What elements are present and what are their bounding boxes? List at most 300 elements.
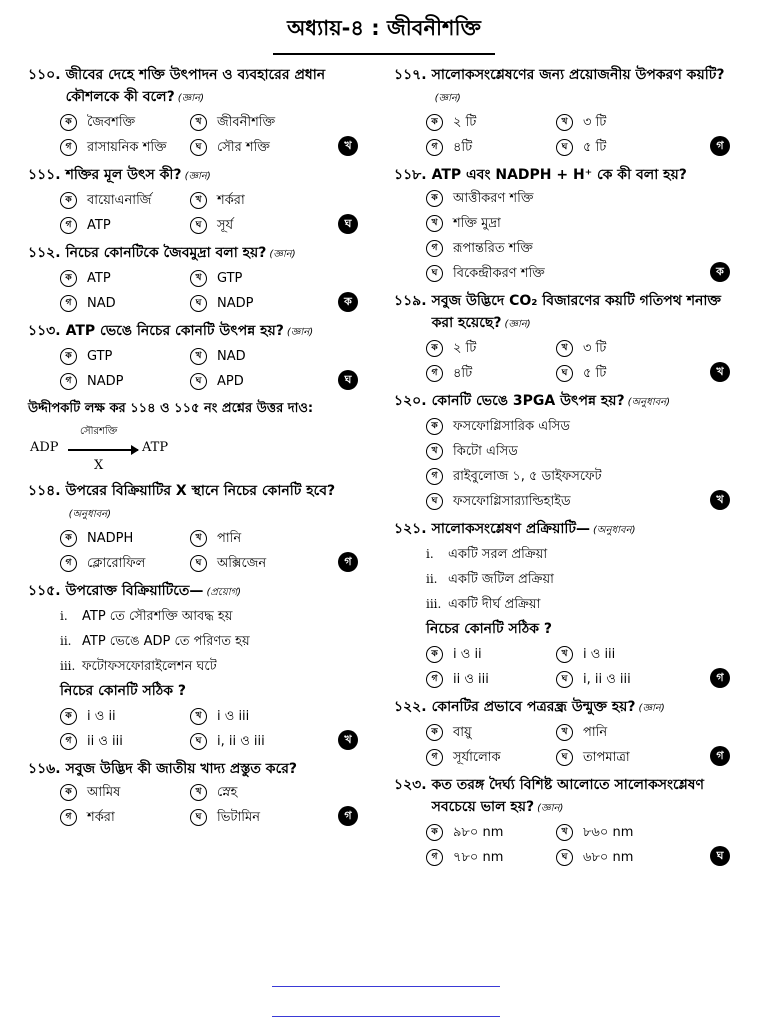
answer-option[interactable]	[60, 551, 190, 576]
statement-text: ATP ভেঙে ADP তে পরিণত হয়	[82, 634, 250, 649]
answer-option[interactable]	[556, 361, 686, 386]
question-stem	[394, 164, 730, 186]
statement-text: ফটোফসফোরাইলেশন ঘটে	[82, 659, 217, 674]
answer-key-badge: ঘ	[338, 214, 358, 234]
question-text-body: নিচের কোনটিকে জৈবমুদ্রা বলা হয়?	[65, 245, 267, 261]
option-letter-icon: গ	[60, 139, 77, 156]
answer-option[interactable]	[426, 236, 730, 261]
answer-key-badge: গ	[710, 136, 730, 156]
question-number: ১১০.	[28, 67, 61, 83]
option-text: i, ii ও iii	[217, 734, 265, 749]
question-level-tag: (জ্ঞান)	[434, 93, 461, 104]
answer-option[interactable]	[190, 780, 320, 805]
option-text: ৪টি	[453, 140, 473, 155]
question-number: ১১৯.	[394, 293, 427, 309]
option-text: ২ টি	[453, 115, 477, 130]
question-number: ১১৫.	[28, 583, 61, 599]
option-text: ৬৮০ nm	[583, 850, 634, 865]
question-stem	[28, 164, 358, 188]
option-text: কিটো এসিড	[453, 444, 518, 459]
answer-option[interactable]	[190, 729, 320, 754]
option-text: ভিটামিন	[217, 810, 260, 825]
options-list	[28, 526, 358, 576]
answer-option[interactable]	[426, 361, 556, 386]
option-letter-icon: ঘ	[190, 809, 207, 826]
question-text	[432, 518, 730, 542]
option-letter-icon: খ	[190, 530, 207, 547]
question-stem	[394, 64, 730, 110]
question-level-tag: (অনুধাবন)	[68, 509, 112, 520]
options-list	[28, 110, 358, 160]
question-text	[432, 696, 730, 720]
answer-option[interactable]	[426, 667, 556, 692]
footer-link-box[interactable]	[272, 986, 500, 1016]
answer-option[interactable]	[190, 805, 320, 830]
answer-option[interactable]	[190, 291, 320, 316]
option-letter-icon: খ	[190, 784, 207, 801]
options-list	[28, 704, 358, 754]
statement-numeral: ii.	[60, 634, 72, 648]
question-stem	[394, 518, 730, 542]
option-text: পানি	[583, 725, 608, 740]
option-text: NADPH	[87, 531, 134, 546]
option-text: NAD	[217, 349, 246, 364]
right-column	[394, 64, 730, 874]
question-number: ১১১.	[28, 167, 61, 183]
option-letter-icon: গ	[60, 733, 77, 750]
statement-item	[60, 629, 358, 654]
option-text: অক্সিজেন	[217, 556, 267, 571]
question-text-body: সালোকসংশ্লেষণ প্রক্রিয়াটি—	[431, 521, 591, 537]
option-text: আত্তীকরণ শক্তি	[453, 191, 534, 206]
answer-option[interactable]	[190, 135, 320, 160]
question-text-body: ATP ভেঙে নিচের কোনটি উৎপন্ন হয়?	[65, 323, 284, 339]
question-text-body: কোনটি ভেঙে 3PGA উৎপন্ন হয়?	[431, 393, 625, 409]
question-text-body: সালোকসংশ্লেষণের জন্য প্রয়োজনীয় উপকরণ কয়টি?	[431, 67, 725, 83]
answer-key-badge: খ	[338, 136, 358, 156]
option-text: ৫ টি	[583, 366, 607, 381]
reaction-equation	[28, 424, 358, 480]
question-text-body: উপরোক্ত বিক্রিয়াটিতে—	[65, 583, 204, 599]
question-stem	[28, 320, 358, 344]
answer-option[interactable]	[426, 336, 556, 361]
answer-key-badge: খ	[710, 362, 730, 382]
answer-option[interactable]	[60, 704, 190, 729]
option-letter-icon: ক	[426, 724, 443, 741]
option-text: ২ টি	[453, 341, 477, 356]
question-text	[66, 320, 358, 344]
footer-link-underline-bottom	[272, 1016, 500, 1017]
option-text: শক্তি মুদ্রা	[453, 216, 501, 231]
question-item	[394, 164, 730, 286]
option-letter-icon: গ	[60, 373, 77, 390]
options-list	[394, 186, 730, 286]
option-letter-icon: ঘ	[556, 139, 573, 156]
option-letter-icon: ক	[60, 192, 77, 209]
question-item	[394, 518, 730, 692]
option-text: বায়োএনার্জি	[87, 193, 152, 208]
option-letter-icon: ক	[60, 530, 77, 547]
question-group-2	[28, 480, 358, 830]
reaction-arrow-icon	[68, 449, 138, 451]
options-list	[394, 414, 730, 514]
question-text-body: ATP এবং NADPH + H⁺ কে কী বলা হয়?	[431, 167, 687, 183]
option-letter-icon: খ	[190, 270, 207, 287]
question-group-3	[394, 64, 730, 870]
answer-option[interactable]	[60, 729, 190, 754]
answer-option[interactable]	[556, 667, 686, 692]
option-letter-icon: ক	[426, 646, 443, 663]
option-letter-icon: ঘ	[190, 555, 207, 572]
answer-option[interactable]	[60, 369, 190, 394]
reaction-reactant: ADP	[30, 440, 59, 455]
stimulus-instruction: উদ্দীপকটি লক্ষ কর ১১৪ ও ১১৫ নং প্রশ্নের উত্তর দাও:	[28, 401, 314, 416]
options-list	[394, 820, 730, 870]
answer-option[interactable]	[60, 780, 190, 805]
option-letter-icon: ক	[426, 418, 443, 435]
answer-option[interactable]	[60, 805, 190, 830]
statement-item	[426, 542, 730, 567]
option-letter-icon: ঘ	[190, 733, 207, 750]
options-list	[28, 780, 358, 830]
option-text: ক্লোরোফিল	[87, 556, 146, 571]
question-text	[432, 774, 730, 820]
options-list	[394, 336, 730, 386]
option-text: ফসফোগ্লিসার‍্যাল্ডিহাইড	[453, 494, 571, 509]
option-letter-icon: খ	[190, 708, 207, 725]
option-letter-icon: ক	[60, 348, 77, 365]
option-text: i ও iii	[217, 709, 250, 724]
question-text	[66, 580, 358, 604]
option-text: i ও ii	[87, 709, 116, 724]
option-text: ৮৬০ nm	[583, 825, 634, 840]
option-letter-icon: ঘ	[190, 373, 207, 390]
question-number: ১১৭.	[394, 67, 427, 83]
option-letter-icon: খ	[556, 646, 573, 663]
option-letter-icon: গ	[426, 468, 443, 485]
answer-option[interactable]	[190, 704, 320, 729]
option-text: ii ও iii	[453, 672, 489, 687]
answer-option[interactable]	[426, 110, 556, 135]
answer-option[interactable]	[60, 266, 190, 291]
answer-option[interactable]	[556, 336, 686, 361]
question-level-tag: (জ্ঞান)	[504, 319, 531, 330]
option-text: i ও ii	[453, 647, 482, 662]
statement-item	[60, 654, 358, 679]
option-text: ATP	[87, 271, 111, 286]
question-item	[28, 580, 358, 754]
question-level-tag: (অনুধাবন)	[593, 525, 636, 536]
option-letter-icon: ঘ	[426, 493, 443, 510]
option-text: রাইবুলোজ ১, ৫ ডাইফসফেট	[453, 469, 602, 484]
reaction-unknown: X	[94, 458, 104, 473]
option-text: ফসফোগ্লিসারিক এসিড	[453, 419, 570, 434]
question-text	[432, 164, 730, 186]
option-letter-icon: গ	[60, 809, 77, 826]
question-text	[66, 164, 358, 188]
question-item	[28, 64, 358, 160]
answer-option[interactable]	[556, 110, 686, 135]
option-letter-icon: গ	[60, 217, 77, 234]
question-item	[394, 290, 730, 386]
question-text	[432, 390, 730, 414]
answer-option[interactable]	[426, 845, 556, 870]
option-text: APD	[217, 374, 244, 389]
option-letter-icon: ঘ	[190, 217, 207, 234]
options-list	[394, 720, 730, 770]
option-letter-icon: গ	[426, 240, 443, 257]
option-letter-icon: গ	[60, 295, 77, 312]
option-text: ৩ টি	[583, 115, 607, 130]
option-letter-icon: ঘ	[556, 849, 573, 866]
option-letter-icon: গ	[426, 365, 443, 382]
option-text: ৯৮০ nm	[453, 825, 504, 840]
question-text	[66, 758, 358, 780]
option-text: জীবনীশক্তি	[217, 115, 276, 130]
statement-prompt: নিচের কোনটি সঠিক ?	[60, 683, 187, 699]
answer-option[interactable]	[60, 213, 190, 238]
option-text: i ও iii	[583, 647, 616, 662]
question-stem	[28, 64, 358, 110]
answer-option[interactable]	[60, 526, 190, 551]
option-text: স্নেহ	[217, 785, 238, 800]
question-stem	[28, 242, 358, 266]
option-text: আমিষ	[87, 785, 121, 800]
statement-item	[60, 604, 358, 629]
answer-option[interactable]	[60, 291, 190, 316]
option-letter-icon: গ	[426, 749, 443, 766]
question-stem	[28, 758, 358, 780]
statement-item	[426, 567, 730, 592]
answer-option[interactable]	[426, 135, 556, 160]
statement-list	[394, 542, 730, 617]
options-list	[28, 266, 358, 316]
answer-key-badge: খ	[338, 730, 358, 750]
option-letter-icon: খ	[190, 114, 207, 131]
option-text: সূর্য	[217, 218, 234, 233]
option-text: ৫ টি	[583, 140, 607, 155]
option-text: পানি	[217, 531, 242, 546]
option-letter-icon: ঘ	[190, 139, 207, 156]
option-text: সূর্যালোক	[453, 750, 501, 765]
answer-option[interactable]	[190, 344, 320, 369]
option-letter-icon: খ	[556, 114, 573, 131]
option-text: শর্করা	[217, 193, 245, 208]
option-letter-icon: গ	[426, 849, 443, 866]
option-letter-icon: ঘ	[556, 749, 573, 766]
statement-text: ATP তে সৌরশক্তি আবদ্ধ হয়	[82, 609, 233, 624]
option-text: ৩ টি	[583, 341, 607, 356]
question-text	[432, 64, 730, 110]
answer-option[interactable]	[426, 820, 556, 845]
answer-option[interactable]	[190, 110, 320, 135]
question-number: ১১৬.	[28, 761, 61, 777]
answer-option[interactable]	[556, 745, 686, 770]
statement-text: একটি জটিল প্রক্রিয়া	[448, 572, 554, 587]
answer-key-badge: ক	[710, 262, 730, 282]
question-item	[28, 320, 358, 394]
question-text-body: সবুজ উদ্ভিদ কী জাতীয় খাদ্য প্রস্তুত করে?	[65, 761, 298, 777]
option-text: বায়ু	[453, 725, 472, 740]
option-letter-icon: ক	[60, 784, 77, 801]
answer-key-badge: গ	[338, 552, 358, 572]
question-item	[394, 696, 730, 770]
statement-item	[426, 592, 730, 617]
option-letter-icon: ক	[60, 708, 77, 725]
question-level-tag: (জ্ঞান)	[537, 803, 564, 814]
option-letter-icon: ঘ	[190, 295, 207, 312]
question-level-tag: (অনুধাবন)	[627, 397, 671, 408]
question-level-tag: (জ্ঞান)	[184, 171, 211, 182]
answer-option[interactable]	[190, 369, 320, 394]
option-text: GTP	[217, 271, 243, 286]
question-number: ১১৩.	[28, 323, 61, 339]
answer-key-badge: ঘ	[338, 370, 358, 390]
question-number: ১১২.	[28, 245, 61, 261]
answer-option[interactable]	[556, 820, 686, 845]
question-group-1	[28, 64, 358, 394]
option-text: ii ও iii	[87, 734, 123, 749]
answer-option[interactable]	[556, 720, 686, 745]
option-text: NAD	[87, 296, 116, 311]
option-letter-icon: খ	[426, 215, 443, 232]
option-text: বিকেন্দ্রীকরণ শক্তি	[453, 266, 545, 281]
question-text	[66, 480, 358, 526]
option-letter-icon: গ	[60, 555, 77, 572]
question-stem	[394, 390, 730, 414]
question-number: ১২৩.	[394, 777, 427, 793]
question-number: ১২০.	[394, 393, 427, 409]
statement-text: একটি সরল প্রক্রিয়া	[448, 547, 548, 562]
question-text-body: উপরের বিক্রিয়াটির X স্থানে নিচের কোনটি হবে?	[65, 483, 336, 499]
option-text: জৈবশক্তি	[87, 115, 136, 130]
question-level-tag: (জ্ঞান)	[269, 249, 296, 260]
options-list	[28, 188, 358, 238]
answer-option[interactable]	[426, 261, 730, 286]
option-letter-icon: খ	[556, 340, 573, 357]
answer-option[interactable]	[190, 551, 320, 576]
question-text	[66, 64, 358, 110]
question-item	[394, 774, 730, 870]
question-item	[28, 758, 358, 830]
reaction-product: ATP	[142, 440, 169, 455]
answer-option[interactable]	[60, 135, 190, 160]
answer-option[interactable]	[426, 439, 730, 464]
option-letter-icon: ক	[426, 190, 443, 207]
answer-option[interactable]	[426, 211, 730, 236]
statement-numeral: iii.	[60, 659, 76, 673]
answer-key-badge: গ	[710, 668, 730, 688]
answer-option[interactable]	[60, 188, 190, 213]
question-stem	[394, 774, 730, 820]
option-letter-icon: খ	[426, 443, 443, 460]
question-item	[28, 164, 358, 238]
question-level-tag: (জ্ঞান)	[177, 93, 204, 104]
option-letter-icon: খ	[190, 348, 207, 365]
option-text: রূপান্তরিত শক্তি	[453, 241, 533, 256]
answer-option[interactable]	[556, 642, 686, 667]
question-number: ১২২.	[394, 699, 427, 715]
answer-option[interactable]	[60, 344, 190, 369]
left-column	[28, 64, 358, 834]
question-stem	[394, 696, 730, 720]
page-title: অধ্যায়-৪ : জীবনীশক্তি	[273, 8, 495, 55]
option-letter-icon: ঘ	[426, 265, 443, 282]
option-text: NADP	[87, 374, 124, 389]
answer-option[interactable]	[190, 213, 320, 238]
question-number: ১১৮.	[394, 167, 427, 183]
option-text: সৌর শক্তি	[217, 140, 270, 155]
question-item	[28, 242, 358, 316]
question-stem	[28, 480, 358, 526]
answer-option[interactable]	[556, 135, 686, 160]
question-level-tag: (প্রয়োগ)	[206, 587, 242, 598]
answer-option[interactable]	[556, 845, 686, 870]
statement-prompt: নিচের কোনটি সঠিক ?	[426, 621, 553, 637]
option-text: শর্করা	[87, 810, 115, 825]
option-letter-icon: খ	[556, 824, 573, 841]
statement-list	[28, 604, 358, 679]
page-header	[0, 8, 768, 55]
footer-link-underline-top	[272, 986, 500, 987]
answer-key-badge: খ	[710, 490, 730, 510]
question-text-body: কত তরঙ্গ দৈর্ঘ্য বিশিষ্ট আলোতে সালোকসংশ্লেষণ সবচেয়ে ভাল হয়?	[431, 777, 704, 815]
option-letter-icon: গ	[426, 671, 443, 688]
question-level-tag: (জ্ঞান)	[286, 327, 314, 338]
option-text: i, ii ও iii	[583, 672, 631, 687]
answer-option[interactable]	[426, 464, 730, 489]
question-text	[66, 242, 358, 266]
options-list	[28, 344, 358, 394]
option-text: রাসায়নিক শক্তি	[87, 140, 167, 155]
option-letter-icon: গ	[426, 139, 443, 156]
question-number: ১২১.	[394, 521, 427, 537]
option-letter-icon: ক	[426, 340, 443, 357]
question-item	[394, 64, 730, 160]
answer-key-badge: গ	[710, 746, 730, 766]
answer-option[interactable]	[190, 526, 320, 551]
question-number: ১১৪.	[28, 483, 61, 499]
answer-option[interactable]	[426, 489, 730, 514]
options-list	[394, 642, 730, 692]
option-letter-icon: খ	[190, 192, 207, 209]
question-text-body: সবুজ উদ্ভিদে CO₂ বিজারণের কয়টি গতিপথ শনাক্ত করা হয়েছে?	[431, 293, 721, 331]
answer-key-badge: ঘ	[710, 846, 730, 866]
answer-option[interactable]	[426, 186, 730, 211]
question-text-body: জীবের দেহে শক্তি উৎপাদন ও ব্যবহারের প্রধান কৌশলকে কী বলে?	[65, 67, 326, 105]
option-text: ৪টি	[453, 366, 473, 381]
answer-option[interactable]	[426, 642, 556, 667]
question-stem	[28, 580, 358, 604]
option-letter-icon: ক	[426, 114, 443, 131]
option-text: ৭৮০ nm	[453, 850, 504, 865]
answer-option[interactable]	[190, 188, 320, 213]
option-letter-icon: ক	[60, 270, 77, 287]
statement-numeral: ii.	[426, 572, 438, 586]
answer-option[interactable]	[426, 745, 556, 770]
statement-text: একটি দীর্ঘ প্রক্রিয়া	[448, 597, 541, 612]
option-text: ATP	[87, 218, 111, 233]
answer-option[interactable]	[426, 720, 556, 745]
answer-option[interactable]	[426, 414, 730, 439]
option-letter-icon: ক	[426, 824, 443, 841]
question-item	[394, 390, 730, 514]
question-item	[28, 480, 358, 576]
answer-option[interactable]	[60, 110, 190, 135]
answer-option[interactable]	[190, 266, 320, 291]
answer-key-badge: ক	[338, 292, 358, 312]
question-stem	[394, 290, 730, 336]
